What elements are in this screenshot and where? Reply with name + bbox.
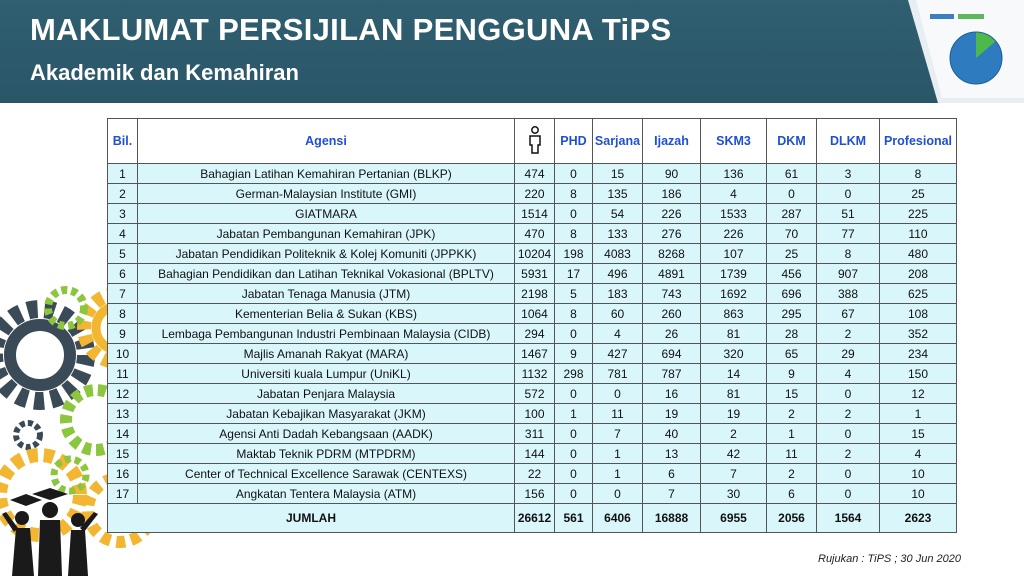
total-users: 10204 [515, 244, 555, 264]
dlkm-count: 907 [817, 264, 880, 284]
dkm-count: 9 [767, 364, 817, 384]
ijazah-count: 40 [643, 424, 701, 444]
total-users: 474 [515, 164, 555, 184]
ijazah-count: 19 [643, 404, 701, 424]
row-number: 12 [108, 384, 138, 404]
table-row [108, 424, 957, 444]
phd-count: 8 [555, 224, 593, 244]
dlkm-count: 0 [817, 184, 880, 204]
total-users: 470 [515, 224, 555, 244]
dkm-count: 61 [767, 164, 817, 184]
table-row [108, 464, 957, 484]
source-reference: Rujukan : TiPS ; 30 Jun 2020 [818, 553, 961, 565]
phd-count: 0 [555, 384, 593, 404]
table-row [108, 384, 957, 404]
dlkm-count: 0 [817, 484, 880, 504]
profesional-count: 234 [880, 344, 957, 364]
sarjana-count: 0 [593, 384, 643, 404]
dlkm-count: 2 [817, 444, 880, 464]
phd-count: 1 [555, 404, 593, 424]
row-number: 3 [108, 204, 138, 224]
table-body [108, 164, 957, 504]
table-row [108, 404, 957, 424]
skm3-count: 19 [701, 404, 767, 424]
total-users: 294 [515, 324, 555, 344]
table-row [108, 324, 957, 344]
agency-name: Jabatan Tenaga Manusia (JTM) [138, 284, 515, 304]
phd-count: 0 [555, 444, 593, 464]
profesional-count: 110 [880, 224, 957, 244]
skm3-count: 81 [701, 384, 767, 404]
row-number: 11 [108, 364, 138, 384]
sarjana-count: 183 [593, 284, 643, 304]
phd-count: 0 [555, 484, 593, 504]
dkm-count: 25 [767, 244, 817, 264]
row-number: 16 [108, 464, 138, 484]
agency-name: Jabatan Pembangunan Kemahiran (JPK) [138, 224, 515, 244]
ijazah-count: 787 [643, 364, 701, 384]
col-total [515, 119, 555, 164]
profesional-count: 12 [880, 384, 957, 404]
total-users: 156 [515, 484, 555, 504]
ijazah-count: 16 [643, 384, 701, 404]
dkm-count: 295 [767, 304, 817, 324]
total-value: 561 [555, 504, 593, 533]
dlkm-count: 67 [817, 304, 880, 324]
title-banner [0, 0, 1024, 103]
phd-count: 0 [555, 424, 593, 444]
total-users: 1064 [515, 304, 555, 324]
dlkm-count: 4 [817, 364, 880, 384]
table-row [108, 444, 957, 464]
total-users: 220 [515, 184, 555, 204]
skm3-count: 1739 [701, 264, 767, 284]
col-profesional: Profesional [880, 119, 957, 164]
sarjana-count: 60 [593, 304, 643, 324]
dkm-count: 1 [767, 424, 817, 444]
dlkm-count: 8 [817, 244, 880, 264]
row-number: 14 [108, 424, 138, 444]
profesional-count: 225 [880, 204, 957, 224]
total-value: 26612 [515, 504, 555, 533]
skm3-count: 42 [701, 444, 767, 464]
skm3-count: 14 [701, 364, 767, 384]
col-skm3: SKM3 [701, 119, 767, 164]
ijazah-count: 26 [643, 324, 701, 344]
table-row [108, 204, 957, 224]
page-subtitle: Akademik dan Kemahiran [30, 60, 299, 85]
table-row [108, 264, 957, 284]
agency-name: Agensi Anti Dadah Kebangsaan (AADK) [138, 424, 515, 444]
total-users: 572 [515, 384, 555, 404]
row-number: 6 [108, 264, 138, 284]
ijazah-count: 276 [643, 224, 701, 244]
phd-count: 5 [555, 284, 593, 304]
skm3-count: 107 [701, 244, 767, 264]
agency-name: Angkatan Tentera Malaysia (ATM) [138, 484, 515, 504]
agency-name: Maktab Teknik PDRM (MTPDRM) [138, 444, 515, 464]
total-value: 6406 [593, 504, 643, 533]
agency-name: Universiti kuala Lumpur (UniKL) [138, 364, 515, 384]
agency-name: GIATMARA [138, 204, 515, 224]
total-users: 311 [515, 424, 555, 444]
phd-count: 8 [555, 304, 593, 324]
phd-count: 17 [555, 264, 593, 284]
agency-name: Jabatan Penjara Malaysia [138, 384, 515, 404]
table-row [108, 184, 957, 204]
agency-name: Jabatan Pendidikan Politeknik & Kolej Komuniti (JPPKK) [138, 244, 515, 264]
profesional-count: 352 [880, 324, 957, 344]
dlkm-count: 77 [817, 224, 880, 244]
sarjana-count: 427 [593, 344, 643, 364]
table-row [108, 224, 957, 244]
total-label: JUMLAH [108, 504, 515, 533]
ijazah-count: 260 [643, 304, 701, 324]
profesional-count: 480 [880, 244, 957, 264]
profesional-count: 4 [880, 444, 957, 464]
agency-name: German-Malaysian Institute (GMI) [138, 184, 515, 204]
row-number: 9 [108, 324, 138, 344]
col-phd: PHD [555, 119, 593, 164]
person-icon [527, 126, 543, 154]
sarjana-count: 4083 [593, 244, 643, 264]
profesional-count: 1 [880, 404, 957, 424]
profesional-count: 150 [880, 364, 957, 384]
profesional-count: 10 [880, 484, 957, 504]
table-row [108, 164, 957, 184]
col-sarjana: Sarjana [593, 119, 643, 164]
dlkm-count: 51 [817, 204, 880, 224]
dlkm-count: 388 [817, 284, 880, 304]
pie-chart-illustration [898, 0, 1024, 103]
row-number: 7 [108, 284, 138, 304]
sarjana-count: 7 [593, 424, 643, 444]
table-row [108, 244, 957, 264]
row-number: 2 [108, 184, 138, 204]
total-row [108, 504, 957, 533]
sarjana-count: 781 [593, 364, 643, 384]
skm3-count: 320 [701, 344, 767, 364]
profesional-count: 208 [880, 264, 957, 284]
dlkm-count: 0 [817, 464, 880, 484]
agency-name: Lembaga Pembangunan Industri Pembinaan Malaysia (CIDB) [138, 324, 515, 344]
dkm-count: 2 [767, 464, 817, 484]
phd-count: 298 [555, 364, 593, 384]
total-value: 6955 [701, 504, 767, 533]
dkm-count: 2 [767, 404, 817, 424]
row-number: 10 [108, 344, 138, 364]
dkm-count: 70 [767, 224, 817, 244]
skm3-count: 1692 [701, 284, 767, 304]
agency-name: Bahagian Latihan Kemahiran Pertanian (BLKP) [138, 164, 515, 184]
sarjana-count: 11 [593, 404, 643, 424]
ijazah-count: 743 [643, 284, 701, 304]
phd-count: 0 [555, 464, 593, 484]
total-value: 1564 [817, 504, 880, 533]
dkm-count: 6 [767, 484, 817, 504]
phd-count: 0 [555, 164, 593, 184]
profesional-count: 8 [880, 164, 957, 184]
row-number: 8 [108, 304, 138, 324]
skm3-count: 81 [701, 324, 767, 344]
table-row [108, 284, 957, 304]
dkm-count: 0 [767, 184, 817, 204]
agency-name: Bahagian Pendidikan dan Latihan Teknikal Vokasional (BPLTV) [138, 264, 515, 284]
profesional-count: 625 [880, 284, 957, 304]
ijazah-count: 4891 [643, 264, 701, 284]
phd-count: 9 [555, 344, 593, 364]
certification-table-container [107, 118, 957, 533]
certification-table [107, 118, 957, 533]
skm3-count: 136 [701, 164, 767, 184]
profesional-count: 108 [880, 304, 957, 324]
sarjana-count: 54 [593, 204, 643, 224]
skm3-count: 226 [701, 224, 767, 244]
col-ijazah: Ijazah [643, 119, 701, 164]
total-users: 144 [515, 444, 555, 464]
phd-count: 198 [555, 244, 593, 264]
agency-name: Jabatan Kebajikan Masyarakat (JKM) [138, 404, 515, 424]
total-value: 2056 [767, 504, 817, 533]
sarjana-count: 496 [593, 264, 643, 284]
dlkm-count: 0 [817, 424, 880, 444]
dlkm-count: 2 [817, 404, 880, 424]
agency-name: Majlis Amanah Rakyat (MARA) [138, 344, 515, 364]
total-users: 5931 [515, 264, 555, 284]
dkm-count: 696 [767, 284, 817, 304]
skm3-count: 1533 [701, 204, 767, 224]
row-number: 13 [108, 404, 138, 424]
row-number: 5 [108, 244, 138, 264]
skm3-count: 7 [701, 464, 767, 484]
table-row [108, 344, 957, 364]
profesional-count: 10 [880, 464, 957, 484]
ijazah-count: 8268 [643, 244, 701, 264]
dkm-count: 287 [767, 204, 817, 224]
sarjana-count: 15 [593, 164, 643, 184]
sarjana-count: 1 [593, 464, 643, 484]
row-number: 4 [108, 224, 138, 244]
col-agensi: Agensi [138, 119, 515, 164]
agency-name: Center of Technical Excellence Sarawak (CENTEXS) [138, 464, 515, 484]
ijazah-count: 226 [643, 204, 701, 224]
row-number: 1 [108, 164, 138, 184]
ijazah-count: 6 [643, 464, 701, 484]
dlkm-count: 29 [817, 344, 880, 364]
dlkm-count: 2 [817, 324, 880, 344]
ijazah-count: 7 [643, 484, 701, 504]
skm3-count: 2 [701, 424, 767, 444]
phd-count: 8 [555, 184, 593, 204]
sarjana-count: 135 [593, 184, 643, 204]
col-dkm: DKM [767, 119, 817, 164]
phd-count: 0 [555, 204, 593, 224]
dlkm-count: 3 [817, 164, 880, 184]
dkm-count: 65 [767, 344, 817, 364]
skm3-count: 4 [701, 184, 767, 204]
dkm-count: 456 [767, 264, 817, 284]
dkm-count: 15 [767, 384, 817, 404]
ijazah-count: 694 [643, 344, 701, 364]
col-dlkm: DLKM [817, 119, 880, 164]
sarjana-count: 0 [593, 484, 643, 504]
total-value: 16888 [643, 504, 701, 533]
ijazah-count: 13 [643, 444, 701, 464]
table-header-row [108, 119, 957, 164]
dkm-count: 11 [767, 444, 817, 464]
phd-count: 0 [555, 324, 593, 344]
total-users: 22 [515, 464, 555, 484]
dlkm-count: 0 [817, 384, 880, 404]
row-number: 15 [108, 444, 138, 464]
page-title: MAKLUMAT PERSIJILAN PENGGUNA TiPS [30, 12, 672, 47]
agency-name: Kementerian Belia & Sukan (KBS) [138, 304, 515, 324]
ijazah-count: 186 [643, 184, 701, 204]
table-row [108, 364, 957, 384]
total-users: 1467 [515, 344, 555, 364]
profesional-count: 25 [880, 184, 957, 204]
table-row [108, 484, 957, 504]
skm3-count: 863 [701, 304, 767, 324]
sarjana-count: 133 [593, 224, 643, 244]
sarjana-count: 1 [593, 444, 643, 464]
total-users: 2198 [515, 284, 555, 304]
col-bil: Bil. [108, 119, 138, 164]
total-users: 1514 [515, 204, 555, 224]
skm3-count: 30 [701, 484, 767, 504]
table-row [108, 304, 957, 324]
sarjana-count: 4 [593, 324, 643, 344]
total-users: 100 [515, 404, 555, 424]
total-value: 2623 [880, 504, 957, 533]
ijazah-count: 90 [643, 164, 701, 184]
total-users: 1132 [515, 364, 555, 384]
dkm-count: 28 [767, 324, 817, 344]
row-number: 17 [108, 484, 138, 504]
profesional-count: 15 [880, 424, 957, 444]
